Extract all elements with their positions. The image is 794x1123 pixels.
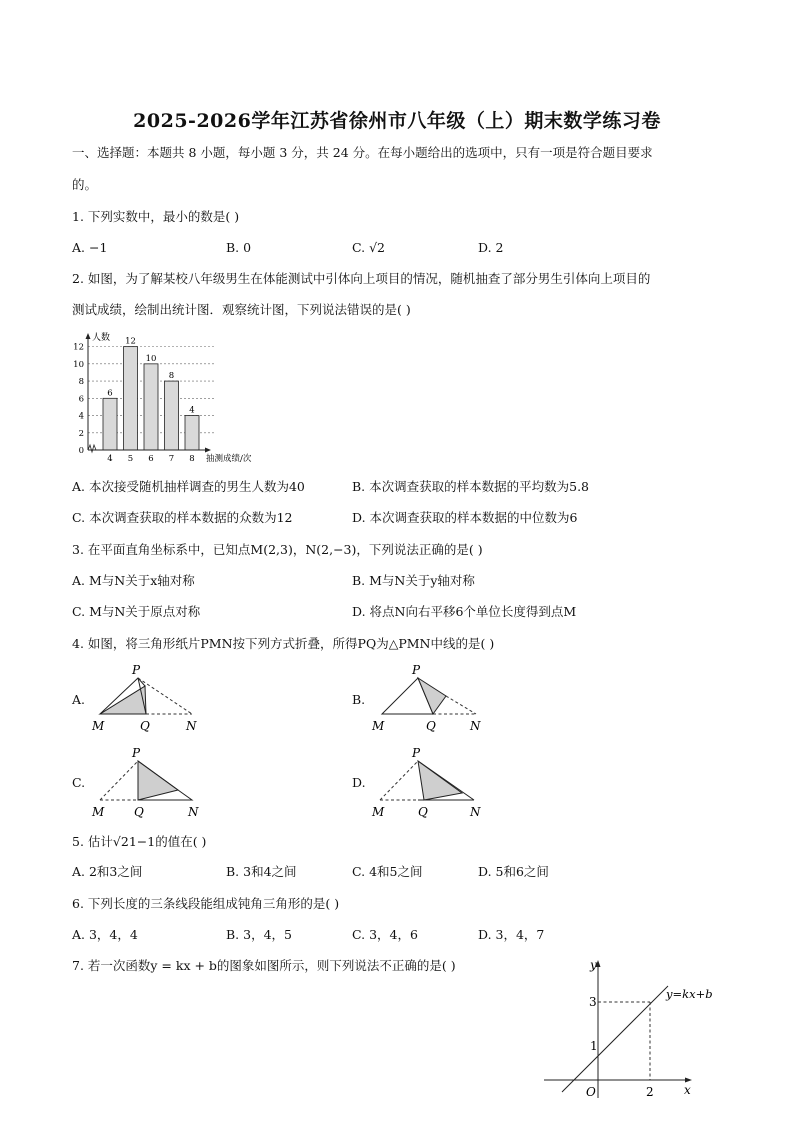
chart-data-label: 8 bbox=[168, 371, 175, 382]
chart-x-label: 抽测成绩/次 bbox=[206, 454, 252, 464]
chart-x-arrow bbox=[205, 448, 211, 453]
chart-y-tick-label: 4 bbox=[78, 411, 84, 422]
q5-option-c: C. 4和5之间 bbox=[352, 864, 423, 879]
chart-bar bbox=[165, 381, 179, 450]
fig-d-label-m: M bbox=[372, 805, 385, 819]
q6-option-d: D. 3，4，7 bbox=[478, 927, 545, 942]
fig-d-label-p: P bbox=[412, 746, 421, 760]
chart-y-tick-label: 10 bbox=[73, 359, 84, 370]
q3-option-a: A. M与N关于x轴对称 bbox=[72, 573, 195, 588]
q1-option-c: C. √2 bbox=[352, 240, 385, 255]
q4-stem: 4. 如图，将三角形纸片PMN按下列方式折叠，所得PQ为△PMN中线的是( ) bbox=[72, 636, 495, 651]
fig-a-label-n: N bbox=[186, 719, 197, 733]
q4-option-b-label: B. bbox=[352, 692, 366, 707]
fig-c-label-q: Q bbox=[134, 805, 144, 819]
pull-up-bar-chart bbox=[70, 326, 270, 466]
fig-c-label-n: N bbox=[188, 805, 199, 819]
q2-stem-line1: 2. 如图，为了解某校八年级男生在体能测试中引体向上项目的情况，随机抽查了部分男生引体向上项目的 bbox=[72, 271, 651, 286]
q5-stem: 5. 估计√21−1的值在( ) bbox=[72, 834, 207, 849]
q4-option-d-label: D. bbox=[352, 775, 366, 790]
chart-y-tick-label: 12 bbox=[73, 342, 84, 353]
chart-y-tick-label: 2 bbox=[78, 428, 84, 439]
fold-figure-b bbox=[366, 660, 496, 738]
chart-data-label: 12 bbox=[125, 336, 136, 347]
chart-bar bbox=[185, 416, 199, 450]
q4-option-c-label: C. bbox=[72, 775, 86, 790]
chart-data-label: 10 bbox=[145, 353, 157, 364]
graph-line-label: y=kx+b bbox=[666, 987, 713, 1001]
page-title: 2025-2026学年江苏省徐州市八年级（上）期末数学练习卷 bbox=[133, 110, 661, 132]
chart-x-tick-label: 5 bbox=[127, 454, 134, 464]
linear-function-graph bbox=[540, 952, 730, 1104]
chart-y-arrow bbox=[86, 333, 91, 339]
q2-option-c: C. 本次调查获取的样本数据的众数为12 bbox=[72, 510, 293, 525]
q2-option-a: A. 本次接受随机抽样调查的男生人数为40 bbox=[72, 479, 305, 494]
chart-y-tick-label: 0 bbox=[78, 446, 84, 456]
q1-option-a: A. −1 bbox=[72, 240, 108, 255]
section-instruction-line2: 的。 bbox=[72, 177, 98, 192]
section-instruction-line1: 一、选择题：本题共 8 小题，每小题 3 分，共 24 分。在每小题给出的选项中，只有一项是符合题目要求 bbox=[72, 145, 653, 160]
chart-x-tick-label: 6 bbox=[148, 454, 154, 464]
chart-data-label: 4 bbox=[189, 405, 195, 416]
q7-stem: 7. 若一次函数y = kx + b的图象如图所示，则下列说法不正确的是( ) bbox=[72, 958, 456, 973]
q6-option-c: C. 3，4，6 bbox=[352, 927, 418, 942]
q6-stem: 6. 下列长度的三条线段能组成钝角三角形的是( ) bbox=[72, 896, 340, 911]
q2-stem-line2: 测试成绩，绘制出统计图．观察统计图，下列说法错误的是( ) bbox=[72, 302, 411, 317]
q1-option-d: D. 2 bbox=[478, 240, 504, 255]
q1-stem: 1. 下列实数中，最小的数是( ) bbox=[72, 209, 240, 224]
fig-b-label-n: N bbox=[470, 719, 481, 733]
chart-y-label: 人数 bbox=[92, 333, 111, 343]
chart-x-tick-label: 4 bbox=[107, 454, 113, 464]
chart-bar bbox=[144, 364, 158, 450]
q6-option-a: A. 3，4，4 bbox=[72, 927, 138, 942]
q3-option-b: B. M与N关于y轴对称 bbox=[352, 573, 475, 588]
fold-figure-a bbox=[86, 660, 216, 738]
fig-b-label-m: M bbox=[372, 719, 385, 733]
chart-x-tick-label: 7 bbox=[168, 454, 175, 464]
fig-b-label-p: P bbox=[412, 663, 421, 677]
graph-y-label: y bbox=[590, 958, 597, 972]
chart-axis-break bbox=[88, 445, 96, 452]
q5-option-a: A. 2和3之间 bbox=[72, 864, 143, 879]
chart-bar bbox=[103, 398, 117, 450]
fig-c-label-p: P bbox=[132, 746, 141, 760]
fig-a-label-m: M bbox=[92, 719, 105, 733]
fold-figure-d bbox=[366, 743, 496, 821]
q4-option-a-label: A. bbox=[72, 692, 86, 707]
q2-option-b: B. 本次调查获取的样本数据的平均数为5.8 bbox=[352, 479, 590, 494]
graph-point-x-label: 2 bbox=[646, 1085, 654, 1099]
fig-c-label-m: M bbox=[92, 805, 105, 819]
fig-d-label-n: N bbox=[470, 805, 481, 819]
fold-figure-c bbox=[86, 743, 216, 821]
chart-y-tick-label: 6 bbox=[78, 394, 84, 405]
graph-origin-label: O bbox=[586, 1085, 596, 1099]
q6-option-b: B. 3，4，5 bbox=[226, 927, 292, 942]
q5-option-b: B. 3和4之间 bbox=[226, 864, 297, 879]
chart-x-tick-label: 8 bbox=[189, 454, 195, 464]
chart-bar bbox=[124, 347, 138, 450]
q3-option-c: C. M与N关于原点对称 bbox=[72, 604, 201, 619]
graph-intercept-label: 1 bbox=[590, 1039, 598, 1053]
graph-x-label: x bbox=[684, 1083, 691, 1097]
q3-stem: 3. 在平面直角坐标系中，已知点M(2,3)，N(2,−3)，下列说法正确的是( ) bbox=[72, 542, 483, 557]
q1-option-b: B. 0 bbox=[226, 240, 252, 255]
fig-b-label-q: Q bbox=[426, 719, 436, 733]
q5-option-d: D. 5和6之间 bbox=[478, 864, 549, 879]
q2-option-d: D. 本次调查获取的样本数据的中位数为6 bbox=[352, 510, 578, 525]
chart-data-label: 6 bbox=[107, 388, 113, 399]
chart-y-tick-label: 8 bbox=[78, 377, 84, 388]
fig-a-label-q: Q bbox=[140, 719, 150, 733]
graph-point-y-label: 3 bbox=[589, 995, 597, 1009]
fig-d-label-q: Q bbox=[418, 805, 428, 819]
fig-a-label-p: P bbox=[132, 663, 141, 677]
q3-option-d: D. 将点N向右平移6个单位长度得到点M bbox=[352, 604, 577, 619]
